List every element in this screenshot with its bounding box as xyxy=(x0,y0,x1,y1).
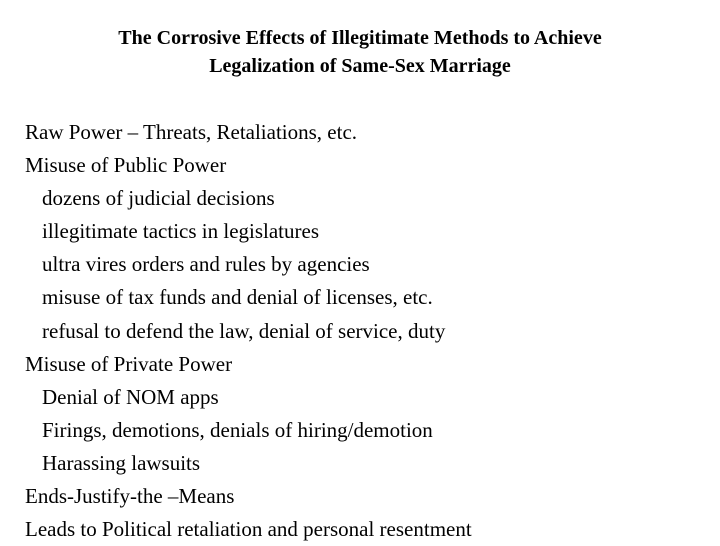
subbullet-lawsuits: Harassing lawsuits xyxy=(42,450,201,475)
subbullet-agencies: ultra vires orders and rules by agencies xyxy=(42,252,370,277)
subbullet-nom-apps: Denial of NOM apps xyxy=(42,384,219,409)
slide-body xyxy=(25,116,715,546)
bullet-private-power: Misuse of Private Power xyxy=(25,351,233,376)
bullet-raw-power: Raw Power – Threats, Retaliations, etc. xyxy=(25,120,358,144)
subbullet-legislatures: illegitimate tactics in legislatures xyxy=(42,219,319,244)
title-line-2: Legalization of Same-Sex Marriage xyxy=(209,55,511,77)
subbullet-firings: Firings, demotions, denials of hiring/demotion xyxy=(42,417,433,442)
subbullet-tax-funds: misuse of tax funds and denial of licenses, etc. xyxy=(42,285,433,310)
subbullet-refusal-to-defend: refusal to defend the law, denial of service, duty xyxy=(42,318,446,343)
bullet-political-retaliation: Leads to Political retaliation and personal resentment xyxy=(25,517,472,542)
title-line-1: The Corrosive Effects of Illegitimate Methods to Achieve xyxy=(118,27,602,49)
subbullet-judicial-decisions: dozens of judicial decisions xyxy=(42,186,275,211)
slide-title xyxy=(0,24,720,80)
bullet-public-power: Misuse of Public Power xyxy=(25,153,227,178)
bullet-ends-justify-means: Ends-Justify-the –Means xyxy=(25,484,235,509)
